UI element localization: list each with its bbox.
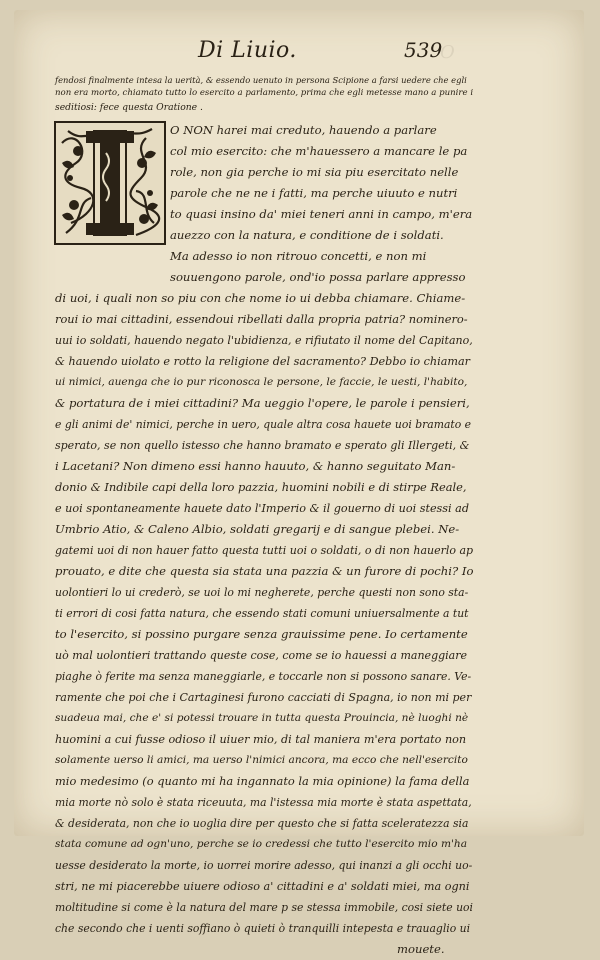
text-line: prouato, e dite che questa sia stata una pazzia & un furore di pochi? Io [55,564,474,578]
text-line: souuengono parole, ond'io possa parlare appresso [170,270,466,284]
text-line: gatemi uoi di non hauer fatto questa tutti uoi o soldati, o di non hauerlo ap [55,544,474,557]
text-line: piaghe ò ferite ma senza maneggiarle, e toccarle non si possono sanare. Ve- [55,670,472,683]
bleed-through-text: O [440,42,455,63]
ornate-initial-icon [54,121,166,245]
text-line: to quasi insino da' miei teneri anni in campo, m'era [170,207,473,221]
text-line: auezzo con la natura, e conditione de i soldati. [170,228,444,242]
text-line: ui nimici, auenga che io pur riconosca le persone, le faccie, le uesti, l'habito, [55,376,468,388]
text-line: & desiderata, non che io uoglia dire per questo che si fatta sceleratezza sia [55,817,469,830]
text-line: che secondo che i uenti soffiano ò quieti ò tranquilli intepesta e trauaglio ui [55,922,471,935]
intro-line: fendosi finalmente intesa la uerità, & essendo uenuto in persona Scipione a farsi uedere che egli [55,75,467,85]
text-line: Ma adesso io non ritrouo concetti, e non mi [170,249,427,263]
text-line: di uoi, i quali non so piu con che nome io ui debba chiamare. Chiame- [55,291,466,305]
text-line: i Lacetani? Non dimeno essi hanno hauuto, & hanno seguitato Man- [55,459,456,473]
text-line: uolontieri lo ui crederò, se uoi lo mi negherete, perche questi non sono sta- [55,586,469,599]
running-title: Di Liuio. [198,38,297,63]
text-line: mouete. [397,942,445,956]
text-line: ti errori di cosi fatta natura, che essendo stati comuni uniuersalmente a tut [55,607,469,620]
text-line: stri, ne mi piacerebbe uiuere odioso a' cittadini e a' soldati miei, ma ogni [55,880,470,893]
text-line: O NON harei mai creduto, hauendo a parlare [170,123,437,137]
text-line: sperato, se non quello istesso che hanno bramato e sperato gli Illergeti, & [55,439,470,452]
text-line: suadeua mai, che e' si potessi trouare in tutta questa Prouincia, nè luoghi nè [55,712,469,724]
text-line: moltitudine si come è la natura del mare p se stessa immobile, cosi siete uoi [55,901,473,914]
text-line: uò mal uolontieri trattando queste cose, come se io hauessi a maneggiare [55,649,467,662]
text-line: & portatura de i miei cittadini? Ma ueggio l'opere, le parole i pensieri, [55,396,470,410]
intro-line: seditiosi: fece questa Oratione . [55,101,203,113]
text-line: uui io soldati, hauendo negato l'ubidienza, e rifiutato il nome del Capitano, [55,334,473,347]
text-line: stata comune ad ogn'uno, perche se io credessi che tutto l'esercito mio m'ha [55,838,468,850]
text-line: donio & Indibile capi della loro pazzia, huomini nobili e di stirpe Reale, [55,480,467,494]
intro-paragraph [55,74,475,114]
page-header [0,38,600,68]
text-line: mio medesimo (o quanto mi ha ingannato la mia opinione) la fama della [55,774,470,788]
text-line: mia morte nò solo è stata riceuuta, ma l'istessa mia morte è stata aspettata, [55,796,472,809]
text-line: role, non gia perche io mi sia piu esercitato nelle [170,165,459,179]
text-line: e uoi spontaneamente hauete dato l'Imperio & il gouerno di uoi stessi ad [55,502,470,515]
text-line: solamente uerso li amici, ma uerso l'nimici ancora, ma ecco che nell'esercito [55,754,468,766]
text-line: e gli animi de' nimici, perche in uero, quale altra cosa hauete uoi bramato e [55,418,472,431]
text-line: ramente che poi che i Cartaginesi furono cacciati di Spagna, io non mi per [55,691,472,704]
text-line: to l'esercito, si possino purgare senza grauissime pene. Io certamente [55,627,468,641]
woodcut-initial-svg [56,123,164,243]
text-line: Umbrio Atio, & Caleno Albio, soldati gregarij e di sangue plebei. Ne- [55,522,460,536]
intro-line: non era morto, chiamato tutto lo esercito a parlamento, prima che egli metesse mano a punire i [55,88,474,99]
text-line: & hauendo uiolato e rotto la religione del sacramento? Debbo io chiamar [55,355,471,368]
text-line: uesse desiderato la morte, io uorrei morire adesso, qui inanzi a gli occhi uo- [55,859,473,872]
text-line: roui io mai cittadini, essendoui ribellati dalla propria patria? nominero- [55,312,468,326]
page-number: 539 [404,38,443,62]
text-line: huomini a cui fusse odioso il uiuer mio, di tal maniera m'era portato non [55,733,467,746]
text-line: col mio esercito: che m'hauessero a mancare le pa [170,144,468,158]
text-line: parole che ne ne i fatti, ma perche uiuuto e nutri [170,186,458,200]
